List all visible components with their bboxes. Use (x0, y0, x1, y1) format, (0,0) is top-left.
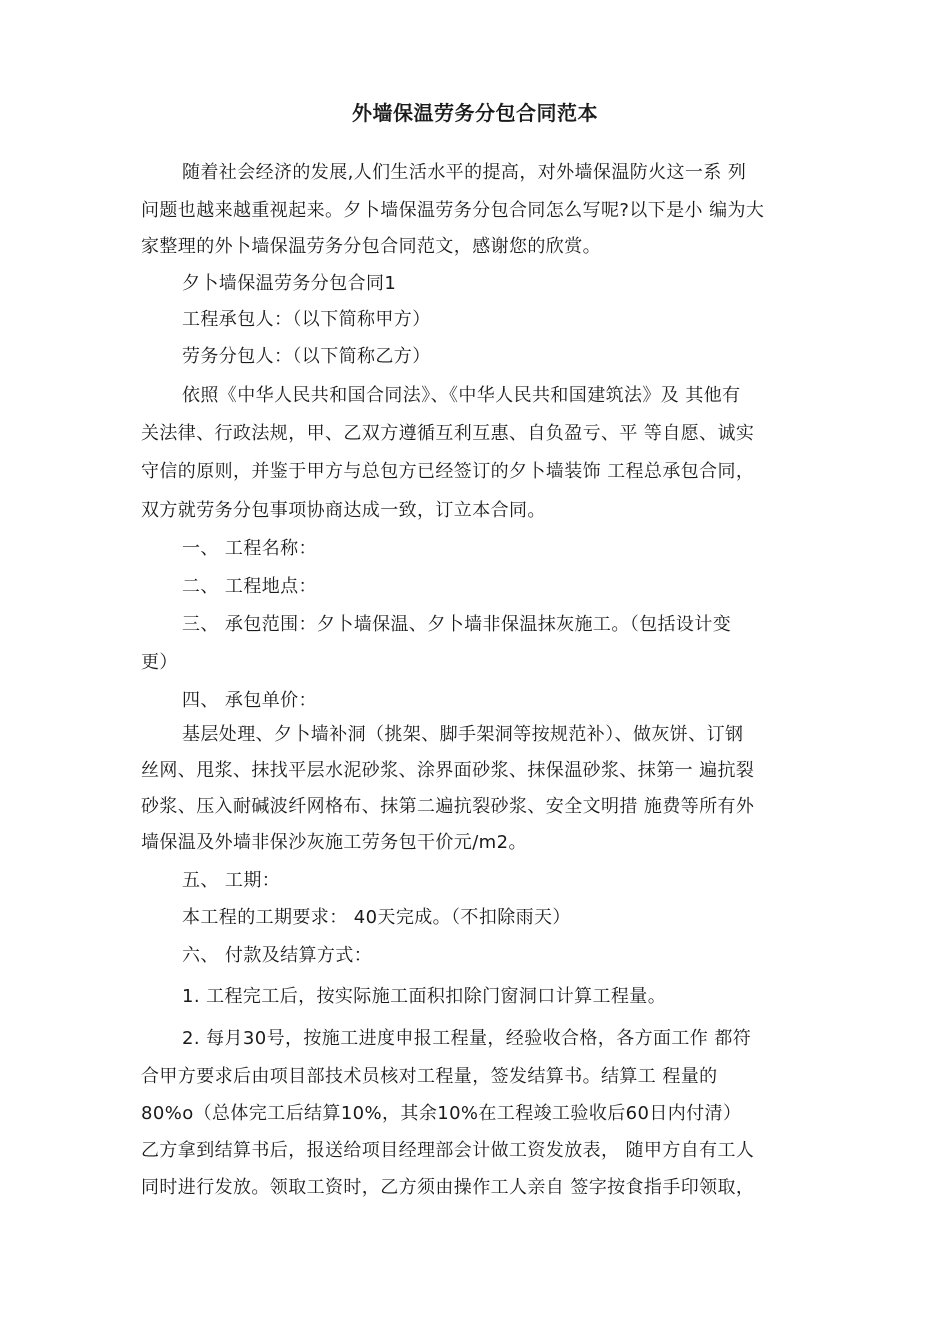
section-heading: 六、 付款及结算方式： (182, 945, 373, 966)
paragraph-line: 丝网、甩浆、抹找平层水泥砂浆、涂界面砂浆、抹保温砂浆、抹第一 遍抗裂 (141, 760, 755, 781)
paragraph-line: 依照《中华人民共和国合同法》、《中华人民共和国建筑法》及 其他有 (182, 385, 741, 406)
section-heading: 五、 工期： (182, 870, 281, 891)
paragraph-line: 更） (141, 652, 178, 673)
paragraph-line: 乙方拿到结算书后，报送给项目经理部会计做工资发放表， 随甲方自有工人 (141, 1140, 755, 1161)
paragraph-line: 本工程的工期要求： 40天完成。（不扣除雨天） (182, 907, 571, 928)
paragraph-line: 双方就劳务分包事项协商达成一致，订立本合同。 (141, 500, 546, 521)
paragraph-line: 夕卜墙保温劳务分包合同1 (182, 273, 397, 294)
paragraph-line: 80%o（总体完工后结算10%，其余10%在工程竣工验收后60日内付清） (141, 1103, 742, 1124)
paragraph-line: 2. 每月30号，按施工进度申报工程量，经验收合格，各方面工作 都符 (182, 1028, 752, 1049)
paragraph-line: 关法律、行政法规，甲、乙双方遵循互利互惠、自负盈亏、平 等自愿、诚实 (141, 423, 755, 444)
paragraph-line: 家整理的外卜墙保温劳务分包合同范文，感谢您的欣赏。 (141, 236, 601, 257)
paragraph-line: 1. 工程完工后，按实际施工面积扣除门窗洞口计算工程量。 (182, 986, 667, 1007)
section-heading: 三、 承包范围：夕卜墙保温、夕卜墙非保温抹灰施工。（包括设计变 (182, 614, 732, 635)
paragraph-line: 守信的原则，并鉴于甲方与总包方已经签订的夕卜墙装饰 工程总承包合同， (141, 461, 755, 482)
paragraph-line: 随着社会经济的发展,人们生活水平的提高，对外墙保温防火这一系 列 (182, 162, 747, 183)
paragraph-line: 同时进行发放。领取工资时，乙方须由操作工人亲自 签字按食指手印领取， (141, 1177, 755, 1198)
section-heading: 四、 承包单价： (182, 690, 317, 711)
section-heading: 二、 工程地点： (182, 576, 317, 597)
paragraph-line: 墙保温及外墙非保沙灰施工劳务包干价元/m2。 (141, 832, 527, 853)
section-heading: 一、 工程名称： (182, 538, 317, 559)
paragraph-line: 砂浆、压入耐碱波纤网格布、抹第二遍抗裂砂浆、安全文明措 施费等所有外 (141, 796, 755, 817)
paragraph-line: 劳务分包人：（以下简称乙方） (182, 346, 431, 367)
paragraph-line: 问题也越来越重视起来。夕卜墙保温劳务分包合同怎么写呢?以下是小 编为大 (141, 200, 765, 221)
paragraph-line: 合甲方要求后由项目部技术员核对工程量，签发结算书。结算工 程量的 (141, 1066, 718, 1087)
paragraph-line: 基层处理、夕卜墙补洞（挑架、脚手架洞等按规范补）、做灰饼、订钢 (182, 724, 744, 745)
paragraph-line: 工程承包人：（以下简称甲方） (182, 309, 431, 330)
document-title: 外墙保温劳务分包合同范本 (352, 101, 598, 125)
